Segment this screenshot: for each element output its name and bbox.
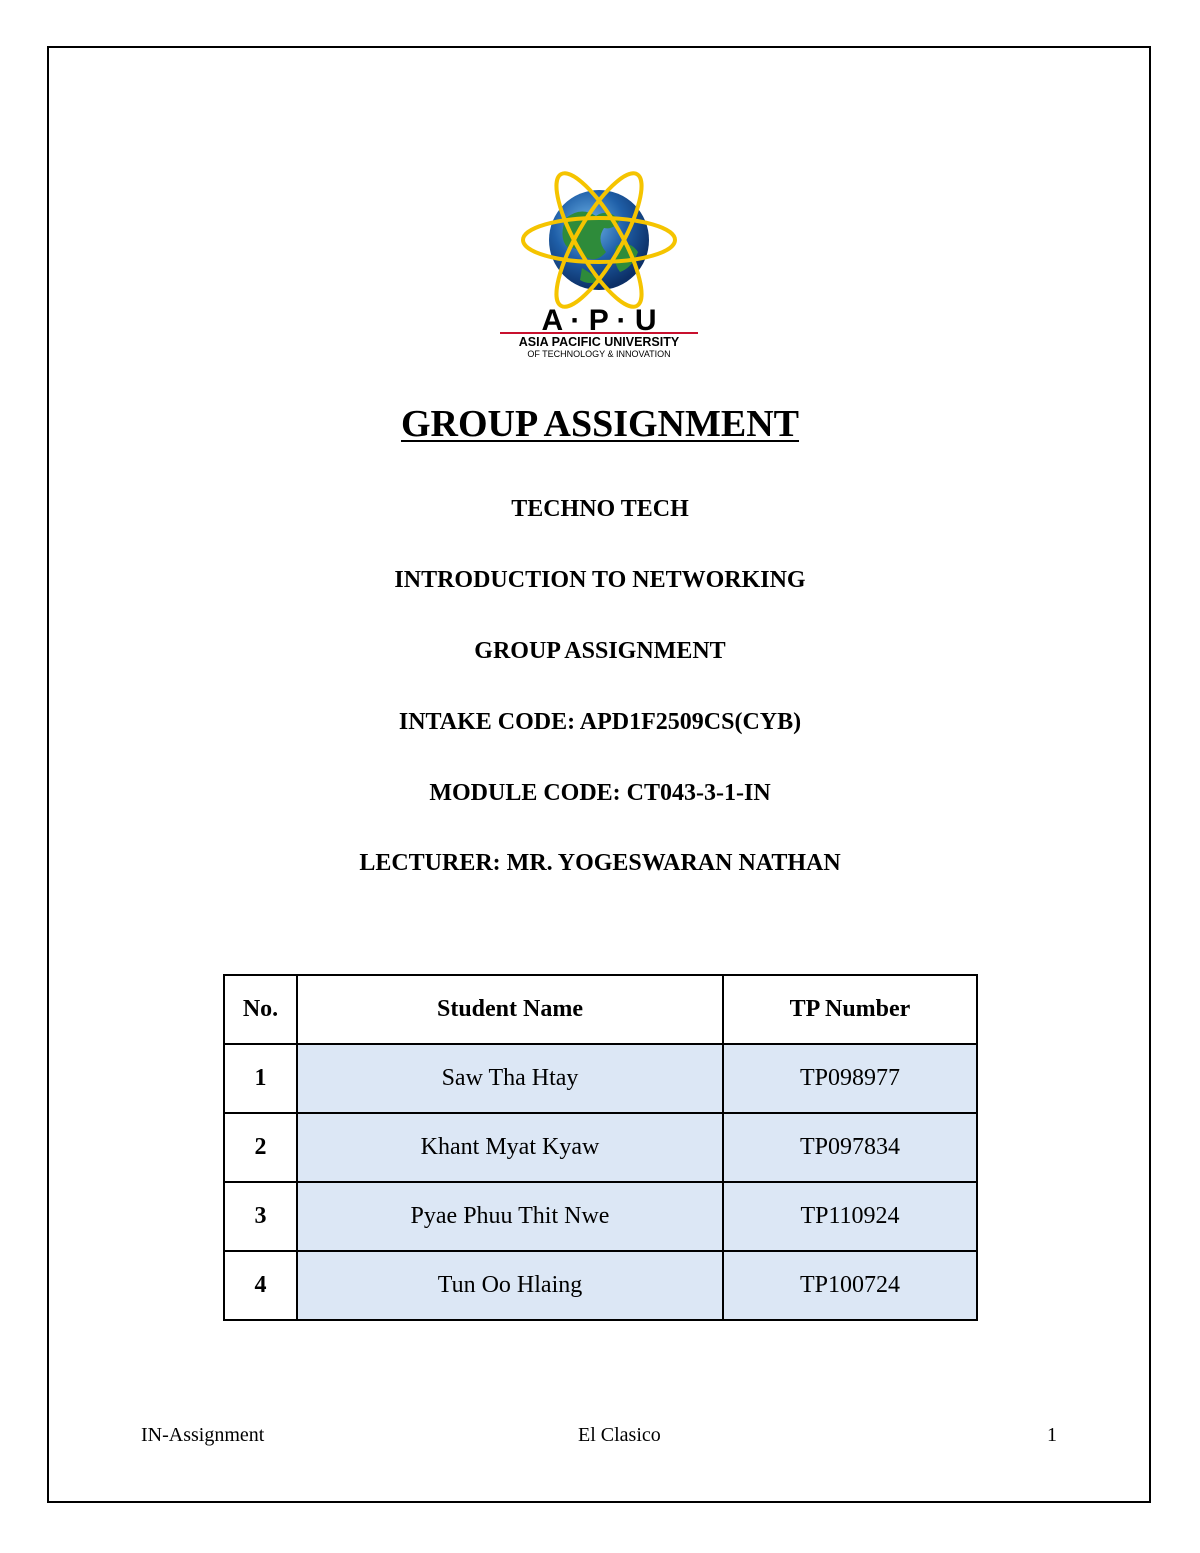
tp-number: TP098977 [723,1044,977,1113]
row-number: 4 [224,1251,297,1320]
logo-university: ASIA PACIFIC UNIVERSITY [518,335,680,349]
student-name: Tun Oo Hlaing [297,1251,723,1320]
table-row [224,1044,977,1113]
apu-logo [496,168,706,368]
table-row [224,1251,977,1320]
student-name: Khant Myat Kyaw [297,1113,723,1182]
tp-number: TP110924 [723,1182,977,1251]
globe-icon [549,190,649,290]
student-name: Saw Tha Htay [297,1044,723,1113]
header-no: No. [224,975,297,1044]
row-number: 2 [224,1113,297,1182]
logo-wordmark: A · P · U [541,304,657,337]
intake-code: INTAKE CODE: APD1F2509CS(CYB) [398,709,802,735]
students-table [223,974,978,1321]
table-row [224,1182,977,1251]
company-name: TECHNO TECH [511,496,689,522]
logo-tagline: OF TECHNOLOGY & INNOVATION [527,349,671,359]
tp-number: TP097834 [723,1113,977,1182]
table-header-row [224,975,977,1044]
module-name: INTRODUCTION TO NETWORKING [394,567,806,593]
lecturer: LECTURER: MR. YOGESWARAN NATHAN [359,850,841,876]
module-code: MODULE CODE: CT043-3-1-IN [429,780,771,806]
header-tp-number: TP Number [723,975,977,1044]
assignment-type: GROUP ASSIGNMENT [474,638,726,664]
row-number: 3 [224,1182,297,1251]
footer-left: IN-Assignment [141,1424,265,1446]
page-number: 1 [1047,1424,1057,1446]
document-title: GROUP ASSIGNMENT [400,403,800,445]
student-name: Pyae Phuu Thit Nwe [297,1182,723,1251]
row-number: 1 [224,1044,297,1113]
tp-number: TP100724 [723,1251,977,1320]
table-row [224,1113,977,1182]
footer-center: El Clasico [578,1424,661,1446]
header-student-name: Student Name [297,975,723,1044]
